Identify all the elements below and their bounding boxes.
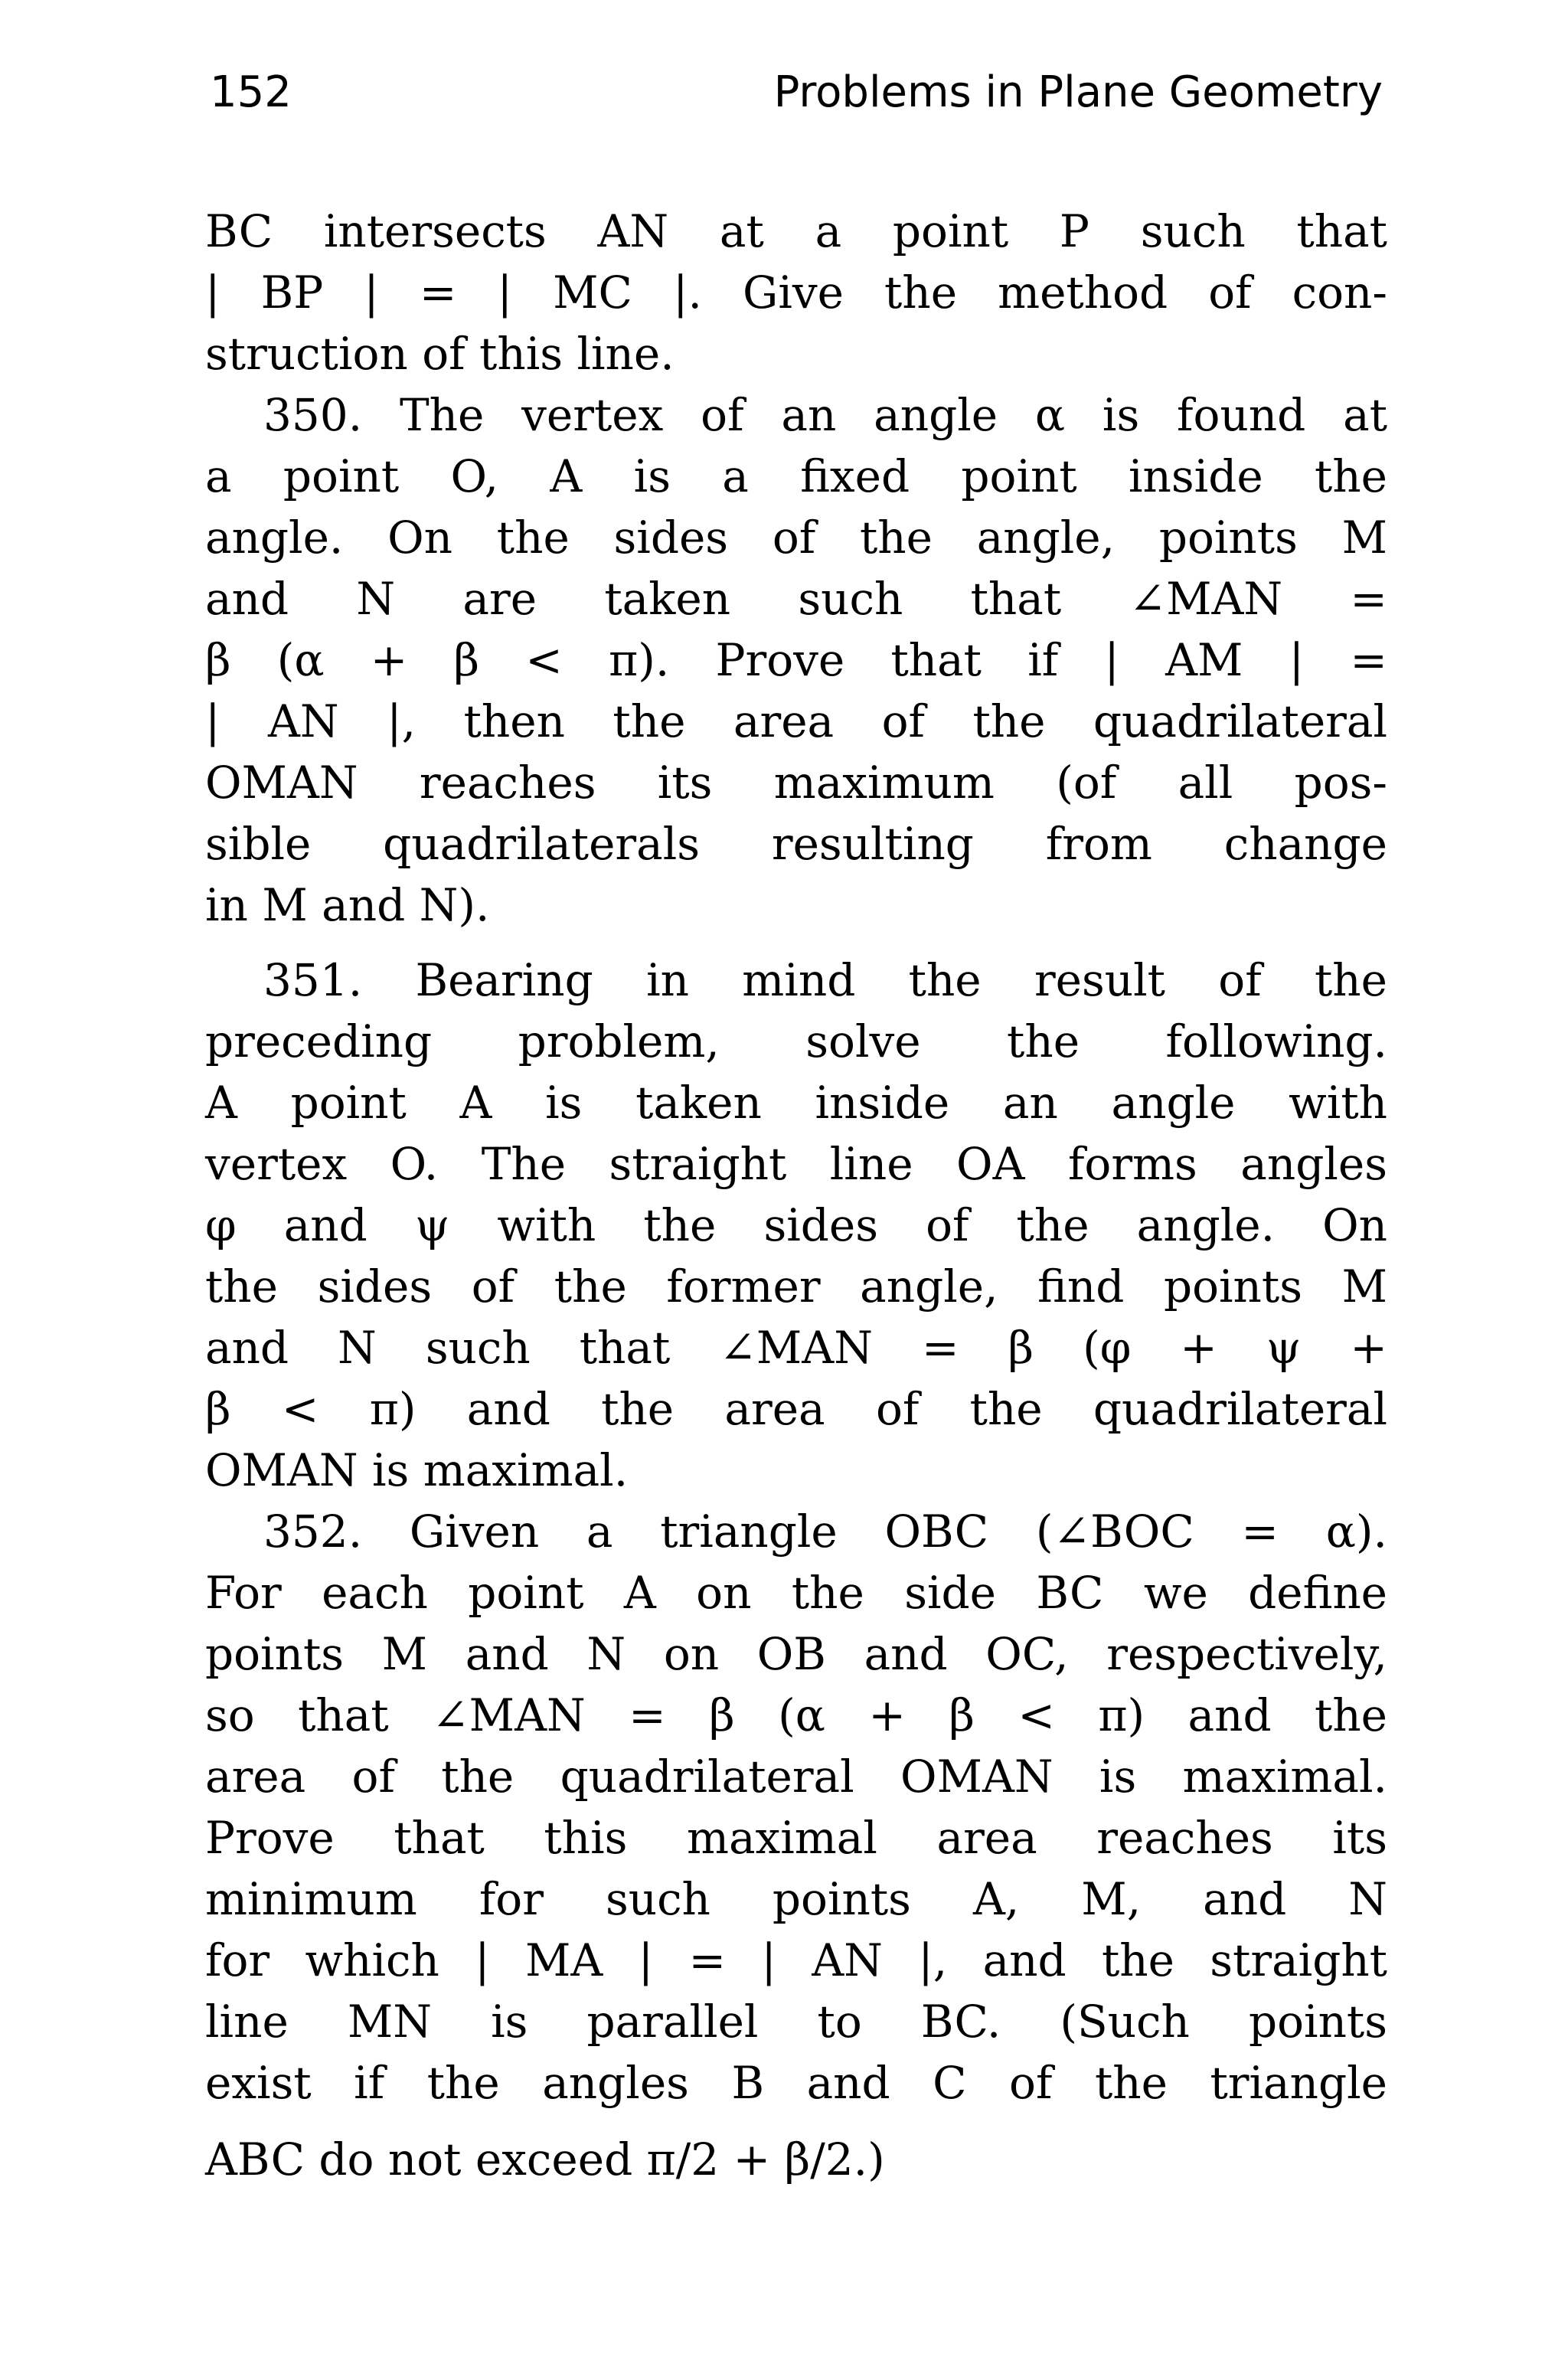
running-head: Problems in Plane Geometry <box>773 67 1383 117</box>
text-line: OMAN reaches its maximum (of all pos- <box>205 757 1387 809</box>
problem-351-line: 351. Bearing in mind the result of the <box>263 954 1387 1006</box>
text-line: For each point A on the side BC we define <box>205 1567 1387 1619</box>
problem-350-line: 350. The vertex of an angle α is found at <box>263 389 1387 441</box>
text-line: a point O, A is a fixed point inside the <box>205 450 1387 502</box>
page-number: 152 <box>210 67 292 117</box>
text-line: BC intersects AN at a point P such that <box>205 205 1387 257</box>
text-line: Prove that this maximal area reaches its <box>205 1812 1387 1864</box>
text-line: the sides of the former angle, find points M <box>205 1260 1387 1313</box>
text-line: struction of this line. <box>205 328 675 380</box>
text-line: β (α + β < π). Prove that if | AM | = <box>205 634 1387 686</box>
text-line: area of the quadrilateral OMAN is maximal. <box>205 1751 1387 1803</box>
text-line: A point A is taken inside an angle with <box>205 1077 1387 1129</box>
text-line: minimum for such points A, M, and N <box>205 1873 1387 1925</box>
text-line: angle. On the sides of the angle, points M <box>205 512 1387 564</box>
text-line: in M and N). <box>205 879 490 931</box>
text-line: preceding problem, solve the following. <box>205 1015 1387 1067</box>
text-line: so that ∠MAN = β (α + β < π) and the <box>205 1689 1387 1741</box>
text-line: ABC do not exceed π/2 + β/2.) <box>205 2133 885 2185</box>
text-line: line MN is parallel to BC. (Such points <box>205 1996 1387 2048</box>
text-line: sible quadrilaterals resulting from change <box>205 818 1387 870</box>
text-line: | AN |, then the area of the quadrilateral <box>205 695 1387 747</box>
problem-352-line: 352. Given a triangle OBC (∠BOC = α). <box>263 1505 1387 1558</box>
text-line: | BP | = | MC |. Give the method of con- <box>205 266 1387 319</box>
text-line: points M and N on OB and OC, respectively, <box>205 1628 1387 1680</box>
text-line: and N are taken such that ∠MAN = <box>205 573 1387 625</box>
text-line: OMAN is maximal. <box>205 1444 629 1496</box>
text-line: vertex O. The straight line OA forms angles <box>205 1138 1387 1190</box>
text-line: for which | MA | = | AN |, and the straight <box>205 1934 1387 1986</box>
text-line: and N such that ∠MAN = β (φ + ψ + <box>205 1322 1387 1374</box>
page-header <box>210 67 1383 129</box>
text-line: φ and ψ with the sides of the angle. On <box>205 1199 1387 1251</box>
text-line: β < π) and the area of the quadrilateral <box>205 1383 1387 1435</box>
text-line: exist if the angles B and C of the triangle <box>205 2057 1387 2109</box>
